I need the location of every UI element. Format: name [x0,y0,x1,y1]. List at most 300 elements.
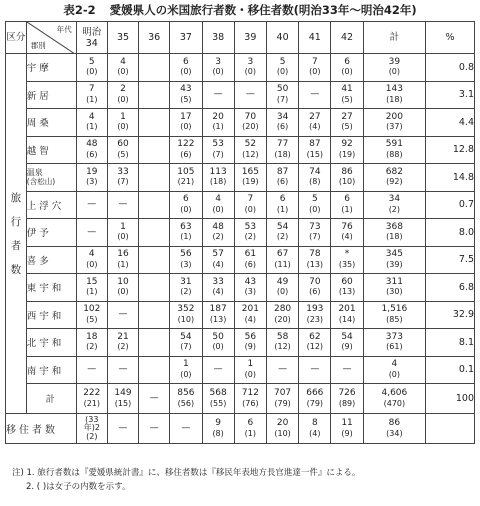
cell-value: 352 [177,304,195,315]
header-pct: % [426,22,475,54]
row-label-sub: (含松山) [26,177,56,187]
cell-value: 53 [244,221,257,232]
cell-female-count: (21) [83,398,100,408]
data-cell [107,356,138,384]
note-2: 2. ( )は女子の内数を示す。 [26,482,131,492]
cell-female-count: (12) [242,149,259,159]
pct-cell: 0.7 [426,191,475,219]
cell-value: 373 [385,331,403,342]
data-cell [299,109,331,137]
migrants-first-line: (33 [85,414,99,424]
cell-value: 1 [120,111,126,122]
cell-value: 5 [279,56,286,67]
cell-value: 19 [86,166,98,177]
cell-value: 54 [180,331,192,342]
data-cell [266,136,298,164]
data-cell [170,301,202,329]
data-cell [202,356,234,384]
cell-female-count: (0) [212,67,224,77]
cell-value: 6 [279,194,286,205]
cell-female-count: (2) [180,287,192,297]
table-row [6,54,475,82]
data-cell [234,164,266,192]
row-label-text: 西宇和 [26,310,65,322]
cell-female-count: (9) [341,428,353,438]
cell-value: 70 [309,276,321,287]
cell-female-count: (6) [276,122,289,132]
cell-female-count: (89) [338,398,356,408]
cell-value: 21 [117,331,129,342]
cell-female-count: (2) [212,232,224,242]
table-title [0,2,480,18]
cell-female-count: (9) [341,342,353,352]
data-cell [107,246,138,274]
cell-female-count: (3) [86,177,98,187]
data-cell [331,164,363,192]
data-cell [363,329,425,357]
cell-value: 73 [309,221,321,232]
cell-female-count: (92) [386,177,403,187]
data-cell [299,219,331,247]
row-label [26,301,76,329]
cell-value: 3 [215,56,221,67]
data-cell [76,81,107,109]
data-cell [139,164,170,192]
cell-female-count: (1) [212,122,224,132]
cell-female-count: (4) [309,122,321,132]
cell-value: 6 [344,56,350,67]
cell-female-count: (6) [244,259,257,269]
table-row [6,164,475,192]
cell-female-count: (0) [180,67,192,77]
table-row [6,136,475,164]
cell-value: 568 [209,388,227,398]
cell-female-count: (4) [212,259,224,269]
cell-value: 11 [341,418,353,428]
cell-value: — [87,199,97,209]
cell-value: 122 [177,139,195,150]
data-cell [331,109,363,137]
table-row [6,109,475,137]
cell-female-count: (6) [309,287,321,297]
cell-female-count: (1) [86,94,98,104]
row-label-text: 喜多 [26,255,52,267]
data-cell [266,164,298,192]
data-cell [234,329,266,357]
cell-female-count: (10) [338,177,356,187]
cell-female-count: (0) [309,204,321,214]
cell-value: 7 [88,84,95,95]
cell-value: 7 [247,194,254,205]
data-cell [139,81,170,109]
cell-value: — [118,422,128,433]
data-cell [107,191,138,219]
data-cell [76,329,107,357]
data-cell [202,109,234,137]
cell-value: 20 [276,418,289,428]
row-label-text: 周桑 [26,118,52,130]
cell-female-count: (7) [309,232,321,242]
cell-female-count: (15) [114,398,132,408]
header-year: 36 [139,22,170,54]
row-label [26,219,76,247]
data-cell [202,136,234,164]
migrants-first-year: 33 [88,414,99,424]
cell-value: 193 [306,304,324,315]
cell-female-count: (79) [306,398,324,408]
cell-female-count: (1) [117,259,129,269]
cell-value: 707 [273,388,292,398]
cell-value: 63 [180,221,192,232]
data-cell [363,219,425,247]
cell-value: — [181,422,191,433]
data-cell [299,356,331,384]
cell-female-count: (11) [274,259,291,269]
data-cell [331,301,363,329]
cell-value: — [149,422,159,433]
table-row [6,81,475,109]
data-cell [202,274,234,302]
pct-cell: 0.8 [426,54,475,82]
cell-female-count: (0) [276,287,289,297]
pct-cell [426,414,475,444]
cell-value: 726 [338,388,356,398]
cell-female-count: (4) [212,287,224,297]
data-cell [202,164,234,192]
data-cell [76,301,107,329]
header-year: 明治34 [76,22,107,54]
data-cell [363,81,425,109]
cell-value: 67 [276,249,289,260]
cell-value: — [278,364,288,374]
cell-female-count: (0) [388,369,401,379]
cell-female-count: (18) [386,232,403,242]
cell-value: 87 [276,166,289,177]
table-row [6,274,475,302]
data-cell [76,54,107,82]
cell-female-count: (6) [86,149,98,159]
cell-female-count: (56) [177,398,195,408]
data-cell [139,219,170,247]
cell-female-count: (30) [386,287,403,297]
data-cell [170,274,202,302]
cell-female-count: (7) [117,177,129,187]
cell-female-count: (20) [242,122,259,132]
header-year: 42 [331,22,363,54]
cell-value: 60 [341,276,353,287]
table-row [6,191,475,219]
cell-value: 57 [212,249,224,260]
table-row [6,301,475,329]
data-cell [363,246,425,274]
cell-value: 222 [83,388,101,398]
row-label [26,246,76,274]
cell-female-count: (39) [386,259,403,269]
cell-value: 4 [88,249,95,260]
cell-value: 27 [309,111,321,122]
cell-female-count: (3) [180,259,192,269]
data-cell [107,274,138,302]
cell-female-count: (1) [86,287,98,297]
data-cell [76,274,107,302]
cell-female-count: (7) [180,342,192,352]
pct-cell: 4.4 [426,109,475,137]
cell-female-count: (35) [338,259,356,269]
cell-female-count: (0) [117,94,129,104]
data-cell [299,301,331,329]
cell-female-count: (20) [274,314,291,324]
data-cell [139,301,170,329]
cell-value: 39 [388,56,401,67]
pct-cell: 0.1 [426,356,475,384]
cell-value: 102 [83,304,101,315]
cell-female-count: (2) [388,204,401,214]
data-cell [234,54,266,82]
cell-value: 6 [183,194,189,205]
cell-value: 54 [276,221,289,232]
migrants-first-line: (2) [86,431,98,441]
cell-value: — [310,364,320,374]
row-label [26,136,76,164]
cell-female-count: (0) [244,369,257,379]
data-cell [299,246,331,274]
data-cell [139,136,170,164]
header-kubun: 区分 [6,22,27,54]
cell-female-count: (3) [244,287,257,297]
data-cell [266,356,298,384]
data-cell [139,356,170,384]
cell-value: 43 [244,276,257,287]
data-cell [266,54,298,82]
data-cell [139,329,170,357]
cell-female-count: (9) [244,342,257,352]
data-cell [331,81,363,109]
data-cell [76,164,107,192]
data-cell [331,356,363,384]
cell-female-count: (1) [180,232,192,242]
cell-value: 187 [209,304,227,315]
data-cell [299,54,331,82]
cell-female-count: (13) [306,259,324,269]
cell-female-count: (18) [274,149,291,159]
data-cell [170,136,202,164]
data-cell [170,54,202,82]
data-cell [331,191,363,219]
table-row [6,329,475,357]
cell-value: 149 [114,388,132,398]
data-cell [266,219,298,247]
cell-female-count: (2) [86,342,98,352]
cell-female-count: (18) [209,177,227,187]
cell-female-count: (0) [388,67,401,77]
data-cell [331,414,363,444]
data-cell [234,191,266,219]
data-cell [266,274,298,302]
group-label-char: 数 [10,263,22,276]
cell-value: 76 [341,221,353,232]
cell-value: 200 [385,111,403,122]
pct-cell: 12.8 [426,136,475,164]
data-cell [139,246,170,274]
pct-cell: 100 [426,384,475,414]
cell-value: 5 [88,56,95,67]
cell-female-count: (19) [242,177,259,187]
note-1: 注) 1. 旅行者数は『愛媛県統計書』に、移住者数は『移民年表地方長官進達一件』による。 [12,468,361,478]
data-cell [299,191,331,219]
cell-female-count: (0) [180,369,192,379]
data-cell [76,384,107,414]
header-row [6,22,475,54]
cell-female-count: (0) [180,122,192,132]
pct-cell: 3.1 [426,81,475,109]
data-cell [234,81,266,109]
cell-value: 1 [120,221,126,232]
cell-value: 60 [117,139,129,150]
data-cell [107,81,138,109]
cell-value: 712 [241,388,259,398]
data-cell [363,301,425,329]
cell-value: — [149,392,159,403]
data-cell [170,246,202,274]
migrants-label: 移住者数 [6,414,77,444]
data-cell [266,301,298,329]
header-year: 37 [170,22,202,54]
data-cell [202,54,234,82]
cell-value: 201 [338,304,356,315]
data-cell [363,274,425,302]
data-cell [234,109,266,137]
cell-female-count: (0) [180,204,192,214]
cell-value: 311 [385,276,403,287]
cell-value: 50 [212,331,224,342]
cell-female-count: (21) [177,177,195,187]
data-cell [363,136,425,164]
cell-female-count: (0) [244,204,257,214]
cell-value: 345 [385,249,403,260]
cell-female-count: (79) [274,398,291,408]
data-cell [202,81,234,109]
cell-female-count: (61) [386,342,403,352]
cell-value: 165 [241,166,259,177]
cell-female-count: (23) [306,314,324,324]
data-table [5,21,475,444]
data-cell [170,81,202,109]
data-cell [202,384,234,414]
table-row [6,246,475,274]
cell-value: 86 [388,418,401,428]
pct-cell: 32.9 [426,301,475,329]
migrants-row [6,414,475,444]
header-year: 35 [107,22,138,54]
cell-value: 58 [276,331,289,342]
data-cell [107,384,138,414]
cell-value: 17 [180,111,192,122]
data-cell [234,414,266,444]
cell-value: — [87,226,97,237]
data-cell [170,414,202,444]
header-year: 39 [234,22,266,54]
data-cell [363,356,425,384]
data-cell [107,54,138,82]
cell-value: 368 [385,221,403,232]
cell-value: 34 [276,111,289,122]
group-label-char: 者 [10,239,22,252]
header-nendai: 年代 [56,25,72,34]
data-cell [170,109,202,137]
header-year: 41 [299,22,331,54]
cell-female-count: (10) [274,428,291,438]
cell-value: 18 [86,331,98,342]
migrants-first-nen: 年 [83,423,92,433]
data-cell [76,136,107,164]
row-label [26,329,76,357]
cell-value: 15 [86,276,98,287]
data-cell [234,246,266,274]
data-cell [234,384,266,414]
notes [12,466,360,494]
cell-female-count: (1) [276,204,289,214]
data-cell [299,81,331,109]
group-label-char: 旅 [10,191,22,204]
cell-female-count: (19) [338,149,356,159]
sum-label: 計 [26,384,76,414]
cell-value: 43 [180,84,192,95]
pct-cell: 6.8 [426,274,475,302]
cell-value: — [213,89,223,99]
data-cell [170,384,202,414]
cell-value: 31 [180,276,192,287]
cell-value: 1 [183,359,189,370]
data-cell [202,246,234,274]
table-row [6,356,475,384]
migrants-first-cell [76,414,107,444]
cell-female-count: (0) [117,287,129,297]
table-title-text: 愛媛県人の米国旅行者数・移住者数(明治33年～明治42年) [109,3,417,17]
data-cell [299,164,331,192]
cell-value: 1 [247,359,254,370]
cell-value: 113 [209,166,227,177]
cell-female-count: (37) [386,122,403,132]
cell-female-count: (0) [309,67,321,77]
table-row [6,219,475,247]
row-label [26,356,76,384]
cell-value: 682 [385,166,403,177]
sum-row [6,384,475,414]
cell-value: 62 [309,331,321,342]
row-label [26,274,76,302]
cell-value: 70 [244,111,257,122]
data-cell [139,414,170,444]
pct-cell: 8.1 [426,329,475,357]
migrants-first-female: 2 [89,431,95,441]
cell-value: 201 [241,304,259,315]
data-cell [107,136,138,164]
cell-female-count: (0) [244,67,257,77]
cell-value: 1,516 [381,304,408,315]
cell-female-count: (8) [212,428,224,438]
cell-female-count: (4) [341,232,353,242]
data-cell [107,164,138,192]
data-cell [202,301,234,329]
cell-female-count: (0) [212,342,224,352]
cell-value: — [118,199,128,209]
data-cell [266,384,298,414]
data-cell [331,329,363,357]
data-cell [139,384,170,414]
data-cell [266,414,298,444]
cell-female-count: (1) [244,428,257,438]
cell-female-count: (0) [86,67,98,77]
